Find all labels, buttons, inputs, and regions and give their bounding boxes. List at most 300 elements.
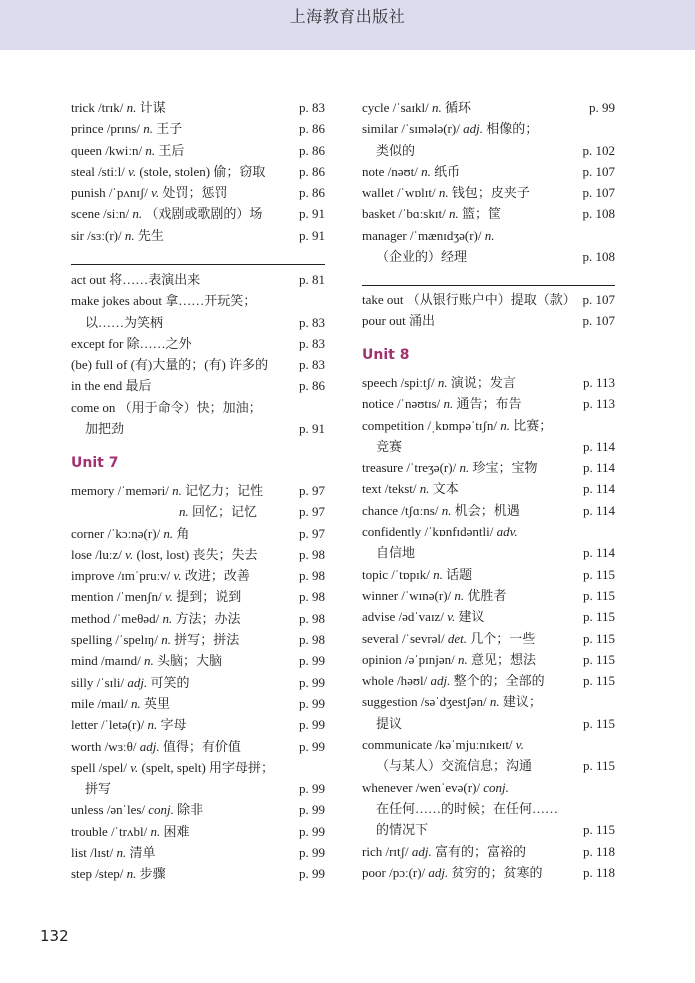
entry-row: [362, 500, 615, 521]
part-of-speech: det.: [447, 630, 468, 646]
page-reference: p. 115: [582, 609, 615, 625]
entry-row: [71, 799, 325, 820]
definition: 字母: [160, 717, 187, 733]
section-divider: [71, 264, 325, 265]
entry-row: [362, 649, 615, 670]
definition: 纸币: [434, 163, 461, 179]
entry-headword: list /lɪst/: [71, 845, 114, 861]
page-reference: p. 114: [582, 502, 615, 518]
entry-continuation: [362, 798, 615, 819]
definition: 意见；想法: [471, 651, 537, 667]
entry-headword: letter /ˈletə(r)/: [71, 717, 145, 733]
entry-headword: in the end: [71, 378, 123, 394]
page-reference: p. 113: [582, 396, 615, 412]
entry-headword: punish /ˈpʌnɪʃ/: [71, 185, 148, 201]
page-reference: p. 83: [299, 335, 325, 351]
page-reference: p. 115: [582, 587, 615, 603]
entry-headword: poor /pɔː(r)/: [362, 864, 426, 880]
part-of-speech: n.: [163, 525, 174, 541]
part-of-speech: adj.: [127, 674, 148, 690]
entry-row: [71, 203, 325, 224]
part-of-speech: n.: [150, 823, 161, 839]
entry-row: [71, 842, 325, 863]
page-reference: p. 99: [299, 781, 325, 797]
entry-continuation: [71, 418, 325, 439]
entry-headword: whole /həʊl/: [362, 673, 428, 689]
definition: 提到；说到: [176, 589, 242, 605]
definition: 除非: [177, 802, 204, 818]
page-reference: p. 107: [582, 292, 615, 307]
entry-headword: suggestion /səˈdʒestʃən/: [362, 694, 487, 710]
part-of-speech: n.: [437, 375, 448, 390]
entry-row: [71, 375, 325, 396]
definition: 处罚；惩罚: [162, 185, 228, 201]
entry-headword: worth /wɜːθ/: [71, 738, 137, 754]
part-of-speech: v.: [173, 568, 182, 584]
entry-row: [71, 714, 325, 735]
page-reference: p. 99: [299, 738, 325, 754]
definition: 循环: [445, 100, 472, 115]
entry-headword: unless /ənˈles/: [71, 802, 146, 818]
definition: 回忆；记忆: [192, 504, 258, 520]
definition: 提议: [376, 715, 403, 731]
entry-row: [362, 841, 615, 862]
page-reference: p. 97: [299, 525, 325, 541]
page-reference: p. 83: [299, 357, 325, 373]
entry-row: [362, 585, 615, 606]
definition: 优胜者: [467, 587, 507, 603]
entry-row: [362, 372, 615, 393]
entry-row: [362, 670, 615, 691]
part-of-speech: n.: [116, 845, 127, 861]
word-list: [71, 97, 325, 246]
entry-continuation: [362, 542, 615, 563]
entry-headword: advise /ədˈvaɪz/: [362, 609, 444, 625]
entry-row: [71, 586, 325, 607]
entry-headword: come on: [71, 399, 116, 415]
definition: 话题: [446, 566, 473, 582]
entry-row: [71, 693, 325, 714]
part-of-speech: adj.: [411, 843, 432, 859]
entry-headword: competition /ˌkɒmpəˈtɪʃn/: [362, 417, 497, 433]
definition: 珍宝；宝物: [472, 460, 538, 476]
page-reference: p. 86: [299, 142, 325, 158]
entry-row: [362, 862, 615, 883]
part-of-speech: v.: [447, 609, 456, 625]
entry-row: [71, 544, 325, 565]
definition: 的情况下: [376, 822, 429, 838]
entry-headword: speech /spiːtʃ/: [362, 375, 435, 390]
definition: 涌出: [408, 313, 435, 329]
entry-headword: mention /ˈmenʃn/: [71, 589, 162, 605]
part-of-speech: n.: [458, 651, 468, 667]
part-of-speech: v.: [515, 737, 524, 753]
entry-headword: trick /trɪk/: [71, 100, 124, 115]
publisher-name: 上海教育出版社: [289, 7, 406, 26]
definition: 王子: [156, 121, 183, 137]
entry-headword: mile /maɪl/: [71, 695, 128, 711]
page-reference: p. 91: [299, 227, 325, 243]
entry-headword: lose /luːz/: [71, 546, 122, 562]
entry-row: [71, 225, 325, 246]
definition: 英里: [143, 695, 170, 711]
entry-row: [71, 118, 325, 139]
entry-row: [362, 521, 615, 542]
entry-continuation: [362, 436, 615, 457]
part-of-speech: n.: [454, 587, 465, 603]
entry-continuation: [362, 819, 615, 840]
entry-continuation: [362, 755, 615, 776]
part-of-speech: conj.: [148, 802, 174, 818]
definition: （从银行账户中）提取（款）: [406, 292, 576, 307]
definition: 记忆力；记性: [185, 483, 264, 498]
definition: 计谋: [139, 100, 166, 115]
part-of-speech: n.: [443, 396, 454, 412]
entry-headword: similar /ˈsɪmələ(r)/: [362, 121, 460, 137]
page-reference: p. 99: [589, 100, 615, 115]
definition: （戏剧或歌剧的）场: [145, 206, 263, 222]
entry-headword: manager /ˈmænɪdʒə(r)/: [362, 227, 482, 243]
page-reference: p. 98: [299, 568, 325, 584]
entry-headword: pour out: [362, 313, 406, 329]
page-reference: p. 91: [299, 421, 325, 437]
entry-row: [71, 269, 325, 290]
entry-continuation: [362, 713, 615, 734]
part-of-speech: n.: [489, 694, 500, 710]
page-reference: p. 115: [582, 758, 615, 774]
page-reference: p. 99: [299, 695, 325, 711]
entry-row: [362, 118, 615, 139]
entry-row: [71, 480, 325, 501]
page-reference: p. 107: [582, 163, 615, 179]
page-reference: p. 107: [582, 185, 615, 201]
entry-headword: (be) full of: [71, 357, 128, 373]
entry-headword: except for: [71, 335, 124, 351]
entry-headword: treasure /ˈtreʒə(r)/: [362, 460, 457, 476]
page-reference: p. 91: [299, 206, 325, 222]
definition: 富有的；富裕的: [434, 843, 526, 859]
part-of-speech: n.: [162, 610, 173, 626]
entry-headword: winner /ˈwɪnə(r)/: [362, 587, 452, 603]
entry-row: [71, 97, 325, 118]
page-reference: p. 108: [582, 249, 615, 265]
entry-headword: confidently /ˈkɒnfɪdəntli/: [362, 524, 494, 540]
definition: 拿……开玩笑；: [165, 293, 257, 309]
definition: 比赛；: [513, 417, 553, 433]
part-of-speech: n.: [143, 653, 154, 669]
definition: 篮；筐: [461, 206, 501, 222]
entry-row: [362, 393, 615, 414]
page-reference: p. 118: [582, 864, 615, 880]
entry-row: [71, 182, 325, 203]
definition: （用于命令）快；加油；: [118, 399, 262, 415]
part-of-speech: n.: [179, 504, 189, 520]
page-reference: p. 86: [299, 378, 325, 394]
definition: 最后: [125, 378, 152, 394]
phrase-list: [71, 269, 325, 439]
page-reference: p. 114: [582, 438, 615, 454]
entry-continuation: [362, 140, 615, 161]
page-reference: p. 102: [582, 142, 615, 158]
part-of-speech: n.: [421, 163, 431, 179]
page-reference: p. 98: [299, 546, 325, 562]
entry-headword: sir /sɜː(r)/: [71, 227, 122, 243]
definition: 头脑；大脑: [156, 653, 222, 669]
page-reference: p. 99: [299, 823, 325, 839]
page-reference: p. 98: [299, 610, 325, 626]
entry-headword: basket /ˈbɑːskɪt/: [362, 206, 446, 222]
entry-headword: text /tekst/: [362, 481, 417, 497]
entry-headword: queen /kwiːn/: [71, 142, 143, 158]
entry-headword: memory /ˈmeməri/: [71, 483, 169, 498]
part-of-speech: n.: [432, 100, 442, 115]
entry-headword: rich /rɪtʃ/: [362, 843, 409, 859]
page-reference: p. 99: [299, 866, 325, 882]
entry-headword: whenever /wenˈevə(r)/: [362, 779, 481, 795]
part-of-speech: n.: [126, 866, 137, 882]
definition: 将……表演出来: [109, 272, 201, 287]
entry-continuation: [362, 246, 615, 267]
part-of-speech: adj.: [428, 864, 449, 880]
entry-headword: make jokes about: [71, 293, 162, 309]
page-reference: p. 99: [299, 717, 325, 733]
part-of-speech: n.: [145, 142, 156, 158]
definition: 步骤: [139, 866, 166, 882]
entry-headword: cycle /ˈsaɪkl/: [362, 100, 429, 115]
definition: （与某人）交流信息；沟通: [376, 758, 533, 774]
page-reference: p. 99: [299, 802, 325, 818]
entry-row: [71, 161, 325, 182]
entry-headword: corner /ˈkɔːnə(r)/: [71, 525, 161, 541]
definition: 以……为笑柄: [85, 314, 164, 330]
page-reference: p. 107: [582, 313, 615, 329]
entry-headword: several /ˈsevrəl/: [362, 630, 445, 646]
part-of-speech: n.: [448, 206, 459, 222]
definition: 整个的；全部的: [453, 673, 545, 689]
entry-row: [362, 203, 615, 224]
entry-row: [362, 225, 615, 246]
entry-headword: trouble /ˈtrʌbl/: [71, 823, 148, 839]
definition: 演说；发言: [450, 375, 516, 390]
definition: 加把劲: [85, 421, 125, 437]
definition: 类似的: [376, 142, 416, 158]
entry-row: [71, 565, 325, 586]
definition: 清单: [129, 845, 156, 861]
entry-headword: wallet /ˈwɒlɪt/: [362, 185, 436, 201]
page-reference: p. 99: [299, 674, 325, 690]
definition: 拼写；拼法: [174, 632, 240, 648]
entry-headword: scene /siːn/: [71, 206, 130, 222]
entry-row: [71, 863, 325, 884]
page-reference: p. 81: [299, 272, 325, 287]
definition: 相像的；: [486, 121, 539, 137]
page-reference: p. 115: [582, 822, 615, 838]
entry-headword: mind /maɪnd/: [71, 653, 141, 669]
part-of-speech: v.: [128, 163, 137, 179]
page-reference: p. 114: [582, 545, 615, 561]
part-of-speech: n.: [147, 717, 158, 733]
definition: 在任何……的时候；在任何……: [376, 800, 559, 816]
definition: 除……之外: [126, 335, 192, 351]
definition: 建议: [458, 609, 485, 625]
entry-row: [71, 501, 325, 522]
part-of-speech: adj.: [430, 673, 451, 689]
part-of-speech: v.: [130, 759, 139, 775]
publisher-header: [0, 0, 695, 50]
entry-headword: improve /ɪmˈpruːv/: [71, 568, 171, 584]
entry-row: [362, 415, 615, 436]
part-of-speech: n.: [419, 481, 430, 497]
definition: （企业的）经理: [376, 249, 468, 265]
part-of-speech: n.: [500, 417, 510, 433]
section-divider: [362, 285, 615, 286]
definition: 值得；有价值: [162, 738, 241, 754]
entry-row: [362, 289, 615, 310]
definition: (spelt, spelt) 用字母拼；: [141, 759, 275, 775]
unit-word-list: [71, 480, 325, 885]
definition: 困难: [163, 823, 190, 839]
part-of-speech: n.: [441, 502, 452, 518]
page-reference: p. 83: [299, 314, 325, 330]
definition: 通告；布告: [456, 396, 522, 412]
entry-headword: method /ˈmeθəd/: [71, 610, 160, 626]
entry-row: [71, 333, 325, 354]
definition: 机会；机遇: [454, 502, 520, 518]
definition: (stole, stolen) 偷；窃取: [139, 163, 266, 179]
entry-row: [362, 182, 615, 203]
page-reference: p. 115: [582, 715, 615, 731]
entry-row: [71, 608, 325, 629]
part-of-speech: n.: [132, 206, 143, 222]
entry-headword: prince /prɪns/: [71, 121, 140, 137]
entry-headword: chance /tʃɑːns/: [362, 502, 439, 518]
entry-row: [362, 478, 615, 499]
page-reference: p. 97: [299, 504, 325, 520]
definition: 方法；办法: [175, 610, 241, 626]
entry-row: [71, 757, 325, 778]
page-reference: p. 118: [582, 843, 615, 859]
definition: (lost, lost) 丧失；失去: [136, 546, 258, 562]
page-reference: p. 115: [582, 566, 615, 582]
part-of-speech: n.: [433, 566, 443, 582]
part-of-speech: v.: [164, 589, 173, 605]
definition: 先生: [137, 227, 164, 243]
entry-headword: topic /ˈtɒpɪk/: [362, 566, 430, 582]
definition: 文本: [432, 481, 459, 497]
page-reference: p. 114: [582, 460, 615, 476]
word-list: [362, 97, 615, 267]
part-of-speech: n.: [459, 460, 470, 476]
entry-row: [71, 650, 325, 671]
page-reference: p. 98: [299, 632, 325, 648]
entry-headword: spelling /ˈspelɪŋ/: [71, 632, 158, 648]
part-of-speech: adj.: [463, 121, 483, 137]
definition: 王后: [158, 142, 185, 158]
entry-row: [362, 628, 615, 649]
unit-heading: Unit 7: [71, 455, 119, 471]
page-reference: p. 86: [299, 185, 325, 201]
entry-headword: communicate /kəˈmjuːnɪkeɪt/: [362, 737, 513, 753]
entry-continuation: [71, 312, 325, 333]
page-reference: p. 115: [582, 651, 615, 667]
definition: 贫穷的；贫寒的: [451, 864, 543, 880]
definition: 钱包；皮夹子: [451, 185, 530, 201]
entry-row: [71, 354, 325, 375]
entry-row: [71, 629, 325, 650]
page-reference: p. 99: [299, 653, 325, 669]
entry-row: [362, 310, 615, 331]
definition: 可笑的: [150, 674, 190, 690]
page-reference: p. 114: [582, 481, 615, 497]
part-of-speech: n.: [161, 632, 171, 648]
part-of-speech: n.: [143, 121, 153, 137]
entry-row: [362, 564, 615, 585]
page-reference: p. 108: [582, 206, 615, 222]
part-of-speech: n.: [172, 483, 182, 498]
entry-continuation: [71, 778, 325, 799]
definition: (有)大量的；(有) 许多的: [130, 357, 269, 373]
entry-row: [71, 821, 325, 842]
page-reference: p. 86: [299, 163, 325, 179]
entry-row: [71, 140, 325, 161]
part-of-speech: n.: [126, 100, 137, 115]
phrase-list: [362, 289, 615, 332]
entry-row: [71, 290, 325, 311]
entry-headword: steal /stiːl/: [71, 163, 125, 179]
page-reference: p. 83: [299, 100, 325, 115]
part-of-speech: n.: [484, 227, 495, 243]
entry-headword: take out: [362, 292, 404, 307]
entry-row: [71, 523, 325, 544]
definition: 自信地: [376, 545, 416, 561]
entry-headword: note /nəʊt/: [362, 163, 418, 179]
entry-row: [362, 691, 615, 712]
page-reference: p. 99: [299, 845, 325, 861]
page-reference: p. 113: [582, 375, 615, 390]
page-reference: p. 86: [299, 121, 325, 137]
entry-row: [71, 736, 325, 757]
entry-row: [71, 397, 325, 418]
part-of-speech: n.: [130, 695, 141, 711]
entry-row: [71, 672, 325, 693]
entry-row: [362, 97, 615, 118]
definition: 几个；一些: [470, 630, 536, 646]
definition: 拼写: [85, 781, 112, 797]
entry-headword: spell /spel/: [71, 759, 127, 775]
part-of-speech: n.: [124, 227, 135, 243]
entry-row: [362, 457, 615, 478]
part-of-speech: n.: [438, 185, 449, 201]
entry-headword: silly /ˈsɪli/: [71, 674, 125, 690]
definition: 竞赛: [376, 438, 403, 454]
part-of-speech: conj.: [483, 779, 509, 795]
definition: 改进；改善: [184, 568, 250, 584]
part-of-speech: v.: [125, 546, 134, 562]
unit-heading: Unit 8: [362, 347, 410, 363]
entry-row: [362, 734, 615, 755]
definition: 角: [176, 525, 190, 541]
entry-row: [362, 161, 615, 182]
unit-word-list: [362, 372, 615, 883]
part-of-speech: adv.: [496, 524, 518, 540]
page-reference: p. 115: [582, 630, 615, 646]
entry-headword: act out: [71, 272, 107, 287]
entry-headword: step /step/: [71, 866, 124, 882]
page-number: 132: [40, 927, 69, 945]
page-reference: p. 97: [299, 483, 325, 498]
page-reference: p. 98: [299, 589, 325, 605]
entry-headword: opinion /əˈpɪnjən/: [362, 651, 455, 667]
